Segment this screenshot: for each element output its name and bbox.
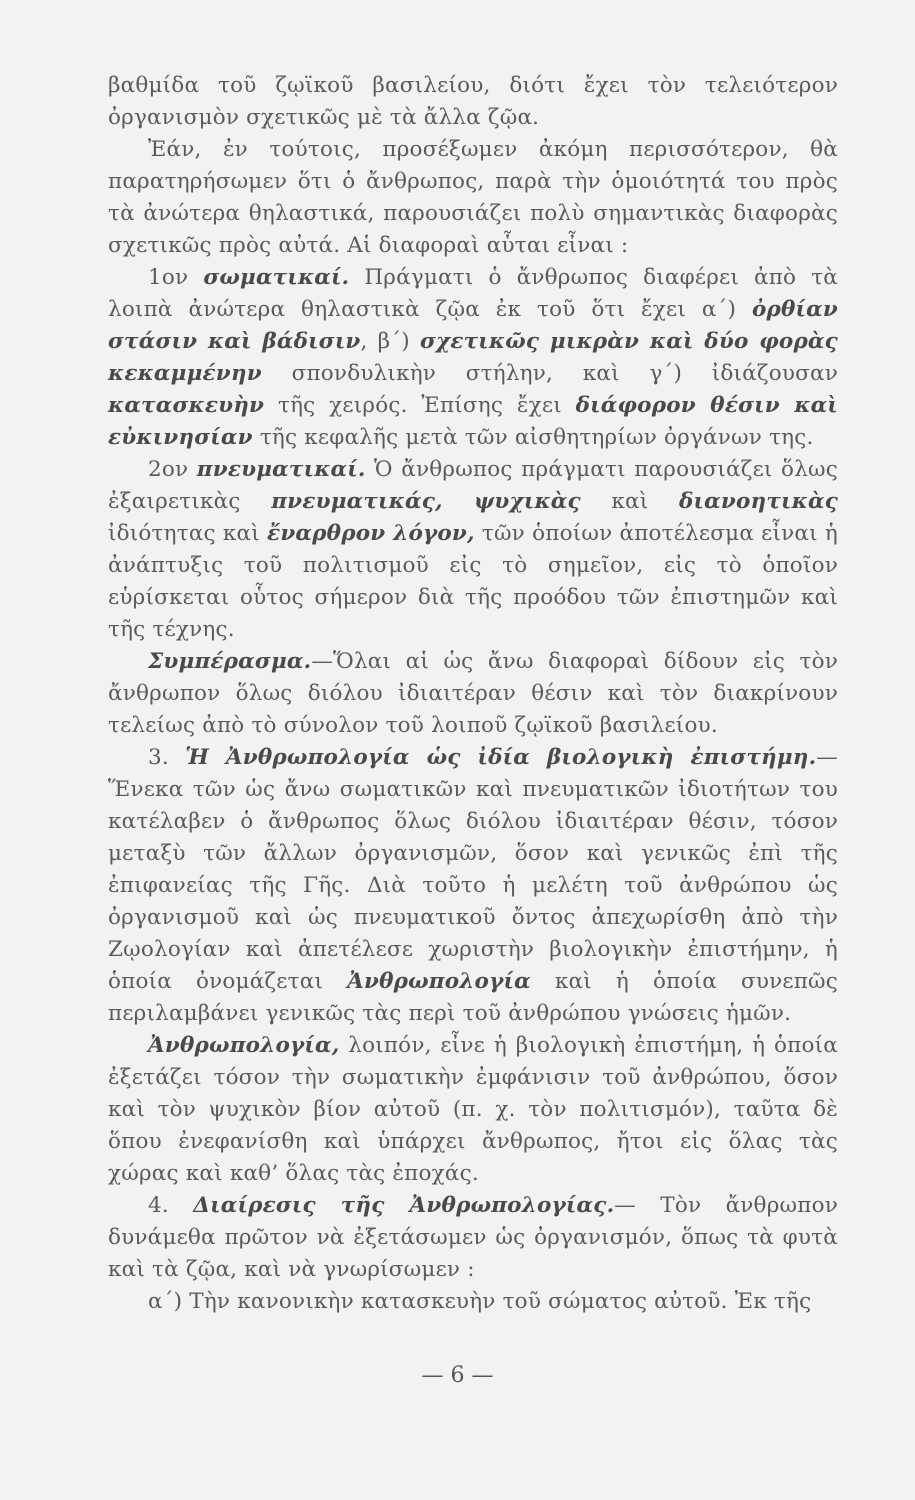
emphasis: πνευματικαί.	[196, 457, 366, 482]
emphasis: πνευματικάς, ψυχικὰς	[271, 489, 581, 514]
paragraph-5-conclusion: Συμπέρασμα.—Ὅλαι αἱ ὡς ἄνω διαφοραὶ δίδουν εἰς τὸν ἄνθρωπον ὅλως διόλου ἰδιαιτέραν θέσιν καὶ τὸν διακρίνουν τελείως ἀπὸ τὸ σύνολον τοῦ λοιποῦ ζῳϊκοῦ βασιλείου.	[108, 649, 838, 738]
emphasis: σωματικαί.	[203, 265, 350, 290]
paragraph-3-somatic: 1ον σωματικαί. Πράγματι ὁ ἄνθρωπος διαφέρει ἀπὸ τὰ λοιπὰ ἀνώτερα θηλαστικὰ ζῷα ἐκ τοῦ ὅτι ἔχει α΄) ὀρθίαν στάσιν καὶ βάδισιν, β΄) σχετικῶς μικρὰν καὶ δύο φορὰς κεκαμμένην σπονδυλικὴν στήλην, καὶ γ΄) ἰδιάζουσαν κατασκευὴν τῆς χειρός. Ἐπίσης ἔχει διάφορον θέσιν καὶ εὐκινησίαν τῆς κεφαλῆς μετὰ τῶν αἰσθητηρίων ὀργάνων της.	[108, 265, 839, 450]
emphasis: Ἀνθρωπολογία,	[148, 1033, 340, 1058]
paragraph-4-spiritual: 2ον πνευματικαί. Ὁ ἄνθρωπος πράγματι παρουσιάζει ὅλως ἐξαιρετικὰς πνευματικάς, ψυχικὰς καὶ διανοητικὰς ἰδιότητας καὶ ἔναρθρον λόγον, τῶν ὁποίων ἀποτέλεσμα εἶναι ἡ ἀνάπτυξις τοῦ πολιτισμοῦ εἰς τὸ σημεῖον, εἰς τὸ ὁποῖον εὑρίσκεται οὗτος σήμερον διὰ τῆς προόδου τῶν ἐπιστημῶν καὶ τῆς τέχνης.	[108, 457, 838, 642]
emphasis: διανοητικὰς	[679, 489, 838, 514]
emphasis: διάφορον θέσιν καὶ εὐκινησίαν	[108, 393, 838, 450]
emphasis: ὀρθίαν στάσιν καὶ βάδισιν	[108, 297, 838, 354]
paragraph-9: α΄) Τὴν κανονικὴν κατασκευὴν τοῦ σώματος αὐτοῦ. Ἐκ τῆς	[148, 1289, 812, 1314]
page-text	[108, 70, 838, 1318]
paragraph-7-definition: Ἀνθρωπολογία, λοιπόν, εἶνε ἡ βιολογικὴ ἐπιστήμη, ἡ ὁποία ἐξετάζει τόσον τὴν σωματικὴν ἐμφάνισιν τοῦ ἀνθρώπου, ὅσον καὶ τὸν ψυχικὸν βίον αὐτοῦ (π. χ. τὸν πολιτισμόν), ταῦτα δὲ ὅπου ἐνεφανίσθη καὶ ὑπάρχει ἄνθρωπος, ἤτοι εἰς ὅλας τὰς χώρας καὶ καθ’ ὅλας τὰς ἐποχάς.	[108, 1033, 838, 1186]
section-heading: Ἡ Ἀνθρωπολογία ὡς ἰδία βιολογικὴ ἐπιστήμη.	[185, 745, 817, 770]
paragraph-2: Ἐάν, ἐν τούτοις, προσέξωμεν ἀκόμη περισσότερον, θὰ παρατηρήσωμεν ὅτι ὁ ἄνθρωπος, παρὰ τὴν ὁμοιότητά του πρὸς τὰ ἀνώτερα θηλαστικά, παρουσιάζει πολὺ σημαντικὰς διαφορὰς σχετικῶς πρὸς αὐτά. Αἱ διαφοραὶ αὗται εἶναι :	[108, 137, 838, 258]
emphasis: Συμπέρασμα.	[148, 649, 312, 674]
paragraph-8-section-4: 4. Διαίρεσις τῆς Ἀνθρωπολογίας.— Τὸν ἄνθρωπον δυνάμεθα πρῶτον νὰ ἐξετάσωμεν ὡς ὀργανισμόν, ὅπως τὰ φυτὰ καὶ τὰ ζῷα, καὶ νὰ γνωρίσωμεν :	[108, 1193, 839, 1282]
paragraph-1: βαθμίδα τοῦ ζῳϊκοῦ βασιλείου, διότι ἔχει τὸν τελειότερον ὀργανισμὸν σχετικῶς μὲ τὰ ἄλλα ζῷα.	[108, 73, 838, 130]
emphasis: κατασκευὴν	[108, 393, 265, 418]
page-number: — 6 —	[421, 1363, 494, 1388]
emphasis: ἔναρθρον λόγον,	[267, 521, 475, 546]
paragraph-6-section-3: 3. Ἡ Ἀνθρωπολογία ὡς ἰδία βιολογικὴ ἐπιστήμη.— Ἕνεκα τῶν ὡς ἄνω σωματικῶν καὶ πνευματικῶν ἰδιοτήτων του κατέλαβεν ὁ ἄνθρωπος ὅλως διόλου ἰδιαιτέραν θέσιν, τόσον μεταξὺ τῶν ἄλλων ὀργανισμῶν, ὅσον καὶ γενικῶς ἐπὶ τῆς ἐπιφανείας τῆς Γῆς. Διὰ τοῦτο ἡ μελέτη τοῦ ἀνθρώπου ὡς ὀργανισμοῦ καὶ ὡς πνευματικοῦ ὄντος ἀπεχωρίσθη ἀπὸ τὴν Ζῳολογίαν καὶ ἀπετέλεσε χωριστὴν βιολογικὴν ἐπιστήμην, ἡ ὁποία ὀνομάζεται Ἀνθρωπολογία καὶ ἡ ὁποία συνεπῶς περιλαμβάνει γενικῶς τὰς περὶ τοῦ ἀνθρώπου γνώσεις ἡμῶν.	[108, 745, 839, 1026]
emphasis: Ἀνθρωπολογία	[347, 969, 531, 994]
section-heading: Διαίρεσις τῆς Ἀνθρωπολογίας.	[193, 1193, 615, 1218]
emphasis: σχετικῶς μικρὰν καὶ δύο φορὰς κεκαμμένην	[108, 329, 838, 386]
